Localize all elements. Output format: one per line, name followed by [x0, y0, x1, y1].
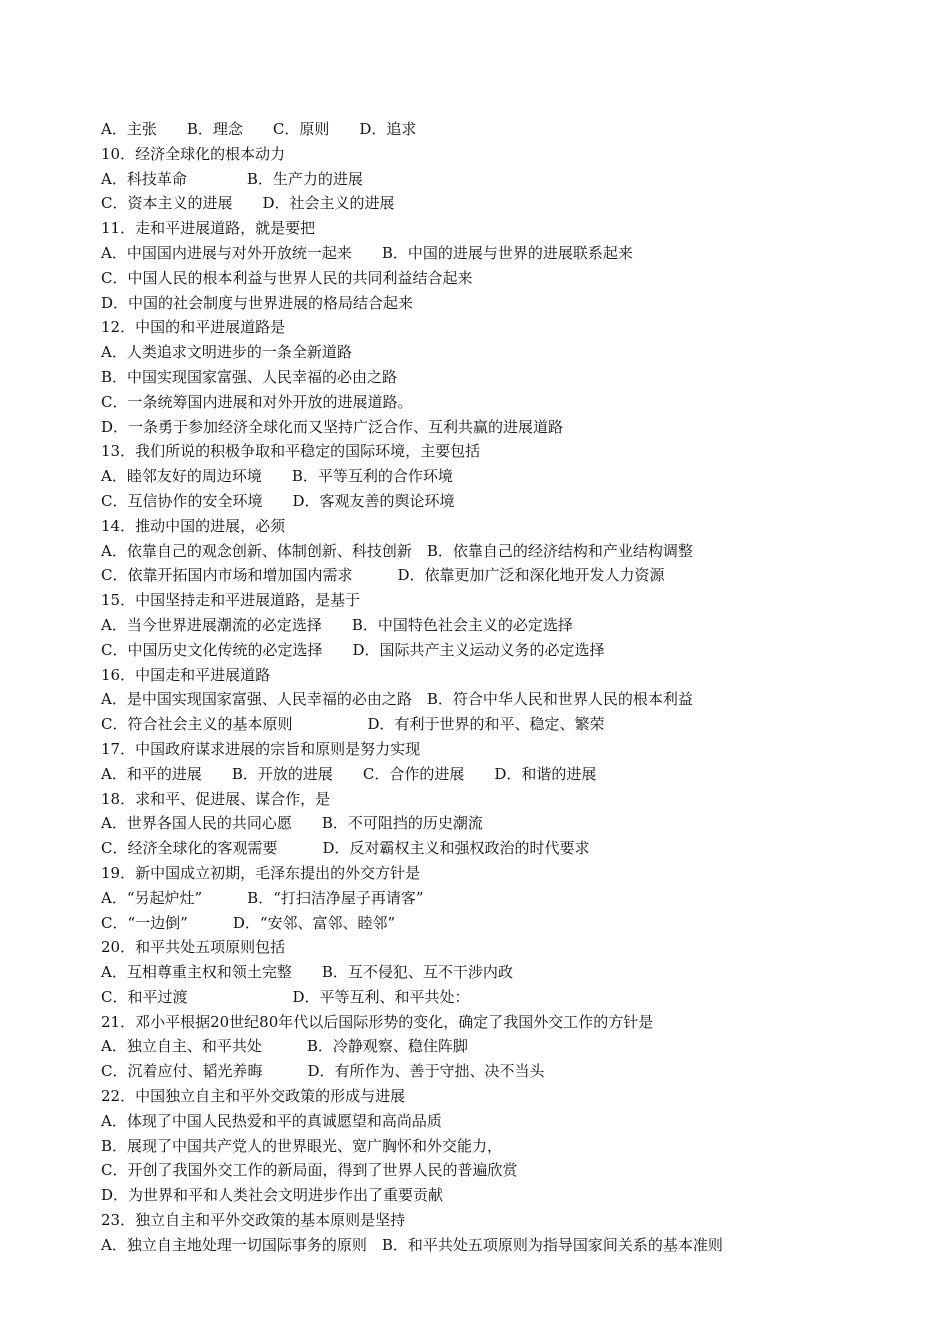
text-line: A．互相尊重主权和领土完整 B．互不侵犯、互不干涉内政	[101, 963, 513, 982]
text-line: C．中国人民的根本利益与世界人民的共同利益结合起来	[101, 268, 473, 287]
text-line: 12．中国的和平进展道路是	[101, 318, 286, 337]
text-line: B．中国实现国家富强、人民幸福的必由之路	[101, 367, 398, 386]
text-line: D．为世界和平和人类社会文明进步作出了重要贡献	[101, 1186, 444, 1205]
text-line: D．一条勇于参加经济全球化而又坚持广泛合作、互利共赢的进展道路	[101, 417, 564, 436]
text-line: C．和平过渡 D．平等互利、和平共处：	[101, 987, 470, 1006]
text-line: C．依靠开拓国内市场和增加国内需求 D．依靠更加广泛和深化地开发人力资源	[101, 566, 665, 585]
text-line: A．科技革命 B．生产力的进展	[101, 169, 363, 188]
text-line: A．独立自主、和平共处 B．冷静观察、稳住阵脚	[101, 1037, 468, 1056]
text-line: 23．独立自主和平外交政策的基本原则是坚持	[101, 1211, 406, 1230]
text-line: C．互信协作的安全环境 D．客观友善的舆论环境	[101, 491, 455, 510]
text-line: A．世界各国人民的共同心愿 B．不可阻挡的历史潮流	[101, 814, 483, 833]
text-line: C．中国历史文化传统的必定选择 D．国际共产主义运动义务的必定选择	[101, 640, 605, 659]
text-line: A．人类追求文明进步的一条全新道路	[101, 343, 352, 362]
text-line: A．依靠自己的观念创新、体制创新、科技创新 B．依靠自己的经济结构和产业结构调整	[101, 541, 693, 560]
text-line: A．体现了中国人民热爱和平的真诚愿望和高尚品质	[101, 1111, 442, 1130]
text-line: B．展现了中国共产党人的世界眼光、宽广胸怀和外交能力，	[101, 1136, 503, 1155]
text-line: A．和平的进展 B．开放的进展 C．合作的进展 D．和谐的进展	[101, 764, 597, 783]
text-line: 21．邓小平根据20世纪80年代以后国际形势的变化，确定了我国外交工作的方针是	[101, 1012, 654, 1031]
text-line: 11．走和平进展道路，就是要把	[101, 219, 316, 238]
text-line: 15．中国坚持走和平进展道路，是基于	[101, 591, 361, 610]
text-line: 22．中国独立自主和平外交政策的形成与进展	[101, 1087, 406, 1106]
text-line: C．沉着应付、韬光养晦 D．有所作为、善于守拙、决不当头	[101, 1062, 545, 1081]
text-line: C．一条统筹国内进展和对外开放的进展道路。	[101, 392, 413, 411]
text-line: A．主张 B．理念 C．原则 D．追求	[101, 120, 417, 138]
text-line: D．中国的社会制度与世界进展的格局结合起来	[101, 293, 414, 312]
text-line: 17．中国政府谋求进展的宗旨和原则是努力实现	[101, 739, 421, 758]
text-line: A．当今世界进展潮流的必定选择 B．中国特色社会主义的必定选择	[101, 615, 573, 634]
text-line: 13．我们所说的积极争取和平稳定的国际环境，主要包括	[101, 442, 481, 461]
text-line: A．中国国内进展与对外开放统一起来 B．中国的进展与世界的进展联系起来	[101, 243, 633, 262]
text-line: A．独立自主地处理一切国际事务的原则 B．和平共处五项原则为指导国家间关系的基本准则	[101, 1235, 723, 1254]
text-line: C．经济全球化的客观需要 D．反对霸权主义和强权政治的时代要求	[101, 839, 590, 858]
text-line: 19．新中国成立初期，毛泽东提出的外交方针是	[101, 863, 421, 882]
text-line: C．资本主义的进展 D．社会主义的进展	[101, 194, 395, 213]
document-body	[101, 117, 921, 1258]
text-line: C．符合社会主义的基本原则 D．有利于世界的和平、稳定、繁荣	[101, 715, 605, 734]
text-line: C．“一边倒” D．“安邻、富邻、睦邻”	[101, 913, 396, 932]
text-line: 20．和平共处五项原则包括	[101, 938, 286, 957]
text-line: A．睦邻友好的周边环境 B．平等互利的合作环境	[101, 467, 453, 486]
text-line: 14．推动中国的进展，必须	[101, 516, 286, 535]
text-line: C．开创了我国外交工作的新局面，得到了世界人民的普遍欣赏	[101, 1161, 518, 1180]
text-line: 16．中国走和平进展道路	[101, 665, 271, 684]
text-line: 10．经济全球化的根本动力	[101, 144, 286, 163]
text-line: A．是中国实现国家富强、人民幸福的必由之路 B．符合中华人民和世界人民的根本利益	[101, 690, 693, 709]
text-line: 18．求和平、促进展、谋合作，是	[101, 789, 331, 808]
text-line: A．“另起炉灶” B．“打扫洁净屋子再请客”	[101, 888, 424, 907]
